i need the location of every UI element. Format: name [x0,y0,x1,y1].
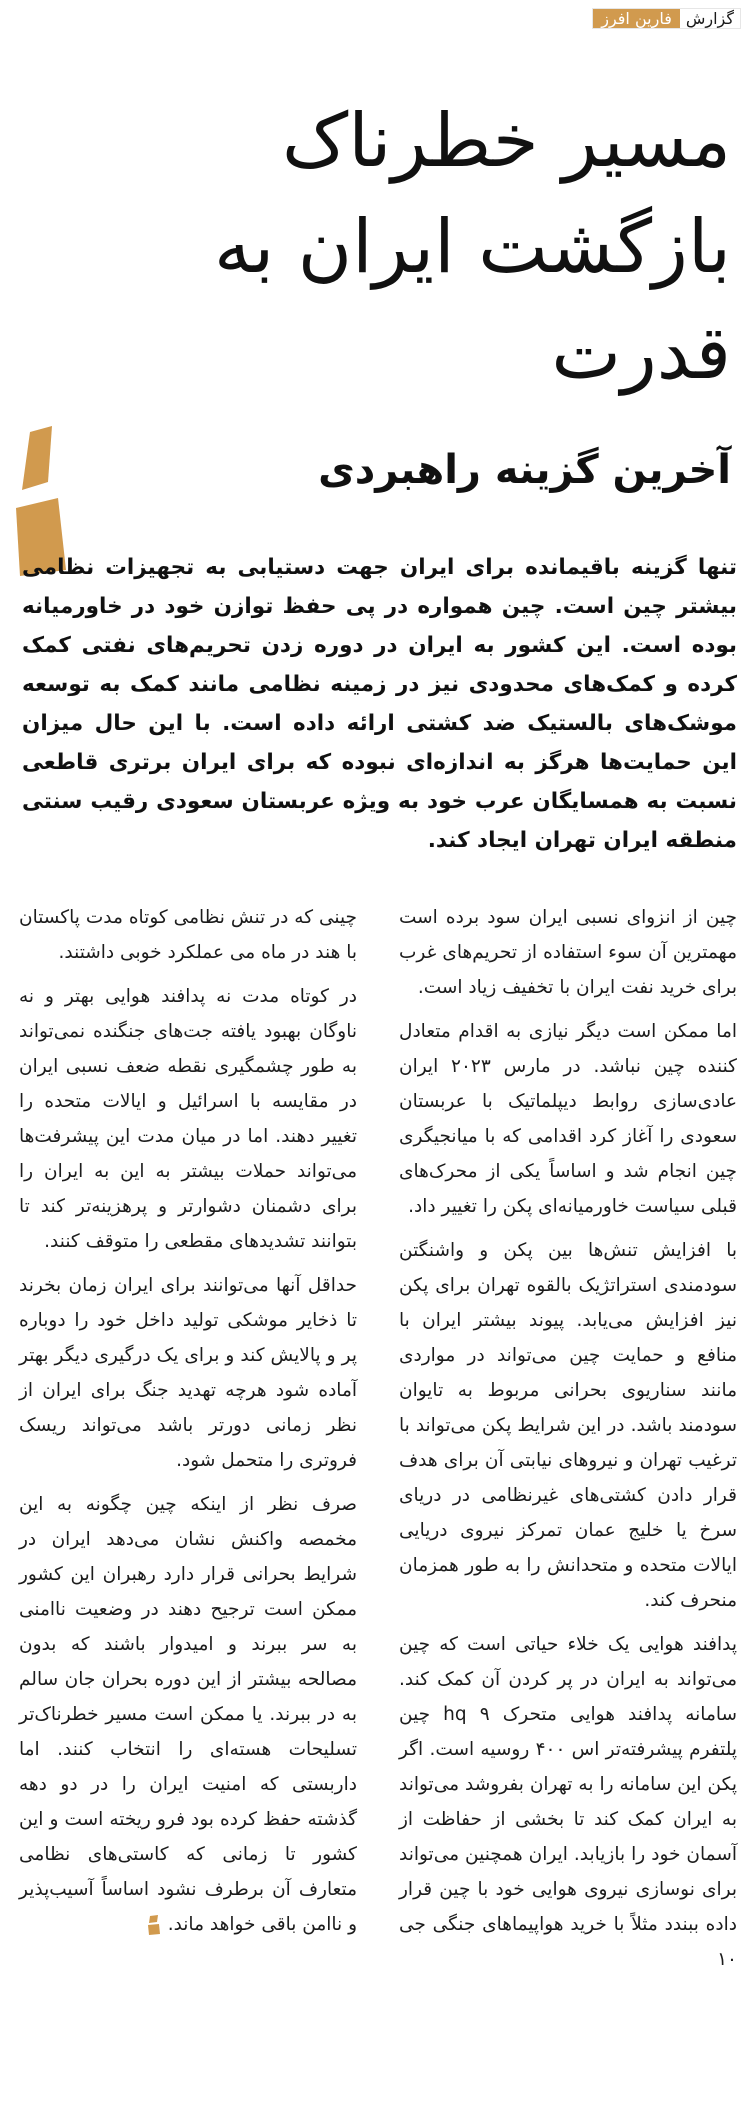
headline: مسیر خطرناک بازگشت ایران به قدرت [214,98,731,396]
subheadline: آخرین گزینه راهبردی [318,447,731,493]
column-paragraph: با افزایش تنش‌ها بین پکن و واشنگتن سودمندی استراتژیک بالقوه تهران برای پکن نیز افزایش می‌یابد. پیوند بیشتر ایران با منافع و حمایت چین می‌تواند در مواردی مانند سناریوی بحرانی مربوط به تایوان سودمند باشد. در این شرایط پکن می‌تواند با ترغیب تهران و نیروهای نیابتی آن برای هدف قرار دادن کشتی‌های غیرنظامی در دریای سرخ یا خلیج عمان تمرکز نیروی دریایی ایالات متحده و متحدانش را به طور همزمان منحرف کند. [399,1240,737,1611]
end-of-article-icon [146,1915,162,1935]
section-tag-column: فارین افرز [593,9,680,28]
column-paragraph: پدافند هوایی یک خلاء حیاتی است که چین می‌تواند به ایران در پر کردن آن کمک کند. سامانه پدافند هوایی متحرک hq ۹ چین پلتفرم پیشرفته‌تر اس ۴۰۰ روسیه است. اگر پکن این سامانه را به تهران بفروشد می‌تواند به ایران کمک کند تا بخشی از حفاظت از آسمان خود را بازیابد. ایران همچنین می‌تواند برای نوسازی نیروی هوایی خود با چین قرار داده ببندد مثلاً با خرید هواپیماهای جنگی جی ۱۰ [399,1634,737,1970]
column-paragraph: در کوتاه مدت نه پدافند هوایی بهتر و نه ناوگان بهبود یافته جت‌های جنگنده نمی‌تواند به طور چشمگیری نقطه ضعف نسبی ایران در مقایسه با اسرائیل و ایالات متحده را تغییر دهند. اما در میان مدت این پیشرفت‌ها می‌تواند حملات بیشتر به این به ایران را برای دشمنان دشوارتر و پرهزینه‌تر کند تا بتوانند تشدیدهای مقطعی را متوقف کنند. [19,986,357,1252]
column-paragraph-last [19,1487,357,1942]
column-left [19,900,357,1951]
column-paragraph: حداقل آنها می‌توانند برای ایران زمان بخرند تا ذخایر موشکی تولید داخل خود را دوباره پر و پالایش کند و برای یک درگیری دیگر بهتر آماده شود هرچه تهدید جنگ برای ایران از نظر زمانی دورتر باشد می‌تواند ریسک فروتری را متحمل شود. [19,1275,357,1471]
column-paragraph: چینی که در تنش نظامی کوتاه مدت پاکستان با هند در ماه می عملکرد خوبی داشتند. [19,907,357,963]
section-tag-report: گزارش [680,9,740,28]
column-paragraph: اما ممکن است دیگر نیازی به اقدام متعادل کننده چین نباشد. در مارس ۲۰۲۳ ایران عادی‌سازی روابط دیپلماتیک با عربستان سعودی را آغاز کرد اقدامی که با میانجیگری چین انجام شد و اساساً یکی از محرک‌های قبلی سیاست خاورمیانه‌ای پکن را تغییر داد. [399,1021,737,1217]
lead-paragraph: تنها گزینه باقیمانده برای ایران جهت دستیابی به تجهیزات نظامی بیشتر چین است. چین همواره در پی حفظ توازن خود در خاورمیانه بوده است. این کشور به ایران در دوره زدن تحریم‌های نفتی کمک کرده و کمک‌های محدودی نیز در زمینه نظامی مانند کمک به توسعه موشک‌های بالستیک ضد کشتی ارائه داده است. با این حال میزان این حمایت‌ها هرگز به اندازه‌ای نبوده که برای ایران برتری قاطعی نسبت به همسایگان عرب خود به ویژه عربستان سعودی رقیب سنتی منطقه ایران تهران ایجاد کند. [22,555,737,853]
column-right [399,900,737,1986]
column-paragraph-text: صرف نظر از اینکه چین چگونه به این مخمصه واکنش نشان می‌دهد ایران در شرایط بحرانی قرار دارد رهبران این کشور ممکن است ترجیح دهند در وضعیت ناامنی به سر ببرند و امیدوار باشند که بدون مصالحه بیشتر از این دوره بحران جان سالم به در ببرند. یا ممکن است مسیر خطرناک‌تر تسلیحات هسته‌ای را انتخاب کنند. اما داربستی که امنیت ایران را در دو دهه گذشته حفظ کرده بود فرو ریخته است و این کشور تا زمانی که کاستی‌های نظامی متعارف آن برطرف نشود اساساً آسیب‌پذیر و ناامن باقی خواهد ماند. [19,1494,357,1935]
section-tag [592,8,741,29]
column-paragraph: چین از انزوای نسبی ایران سود برده است مهمترین آن سوء استفاده از تحریم‌های غرب برای خرید نفت ایران با تخفیف زیاد است. [399,907,737,998]
